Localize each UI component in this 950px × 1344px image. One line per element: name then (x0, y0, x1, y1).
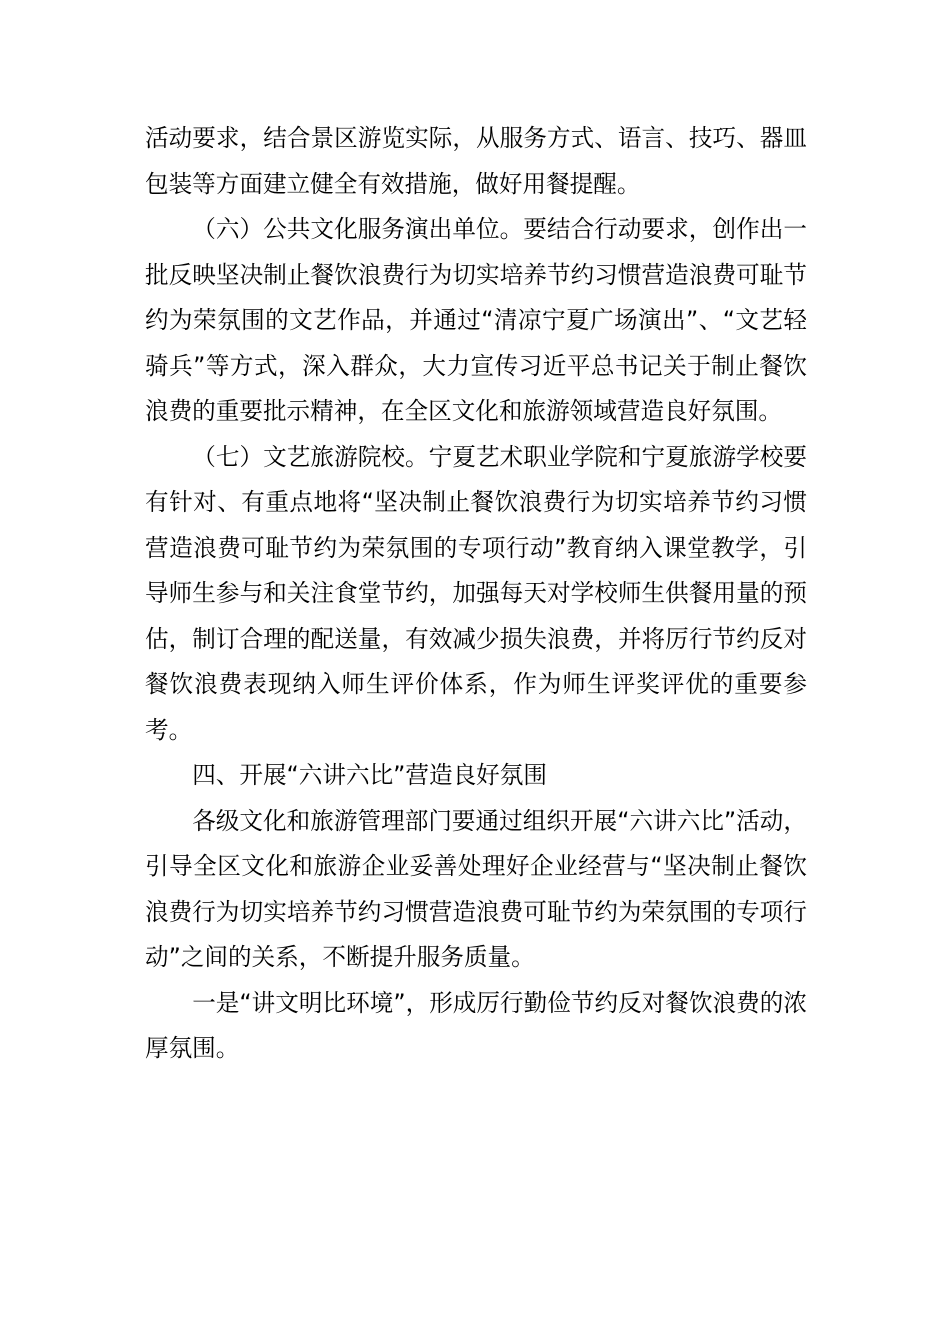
paragraph-scenic-area-requirements: 活动要求，结合景区游览实际，从服务方式、语言、技巧、器皿包装等方面建立健全有效措施，做好用餐提醒。 (145, 124, 807, 198)
paragraph-public-culture-performance-units: （六）公共文化服务演出单位。要结合行动要求，创作出一批反映坚决制止餐饮浪费行为切实培养节约习惯营造浪费可耻节约为荣氛围的文艺作品，并通过“清凉宁夏广场演出”、“文艺轻骑兵”等方式，深入群众，大力宣传习近平总书记关于制止餐饮浪费的重要批示精神，在全区文化和旅游领域营造良好氛围。 (145, 215, 807, 425)
section-heading-six-talks-six-comparisons: 四、开展“六讲六比”营造良好氛围 (192, 761, 547, 789)
paragraph-management-departments: 各级文化和旅游管理部门要通过组织开展“六讲六比”活动，引导全区文化和旅游企业妥善处理好企业经营与“坚决制止餐饮浪费行为切实培养节约习惯营造浪费可耻节约为荣氛围的专项行动”之间的关系，不断提升服务质量。 (145, 806, 807, 971)
paragraph-first-item-civility: 一是“讲文明比环境”，形成厉行勤俭节约反对餐饮浪费的浓厚氛围。 (145, 988, 807, 1062)
document-page (145, 116, 807, 1072)
paragraph-arts-tourism-schools: （七）文艺旅游院校。宁夏艺术职业学院和宁夏旅游学校要有针对、有重点地将“坚决制止餐饮浪费行为切实培养节约习惯营造浪费可耻节约为荣氛围的专项行动”教育纳入课堂教学，引导师生参与和关注食堂节约，加强每天对学校师生供餐用量的预估，制订合理的配送量，有效减少损失浪费，并将厉行节约反对餐饮浪费表现纳入师生评价体系，作为师生评奖评优的重要参考。 (145, 442, 807, 744)
